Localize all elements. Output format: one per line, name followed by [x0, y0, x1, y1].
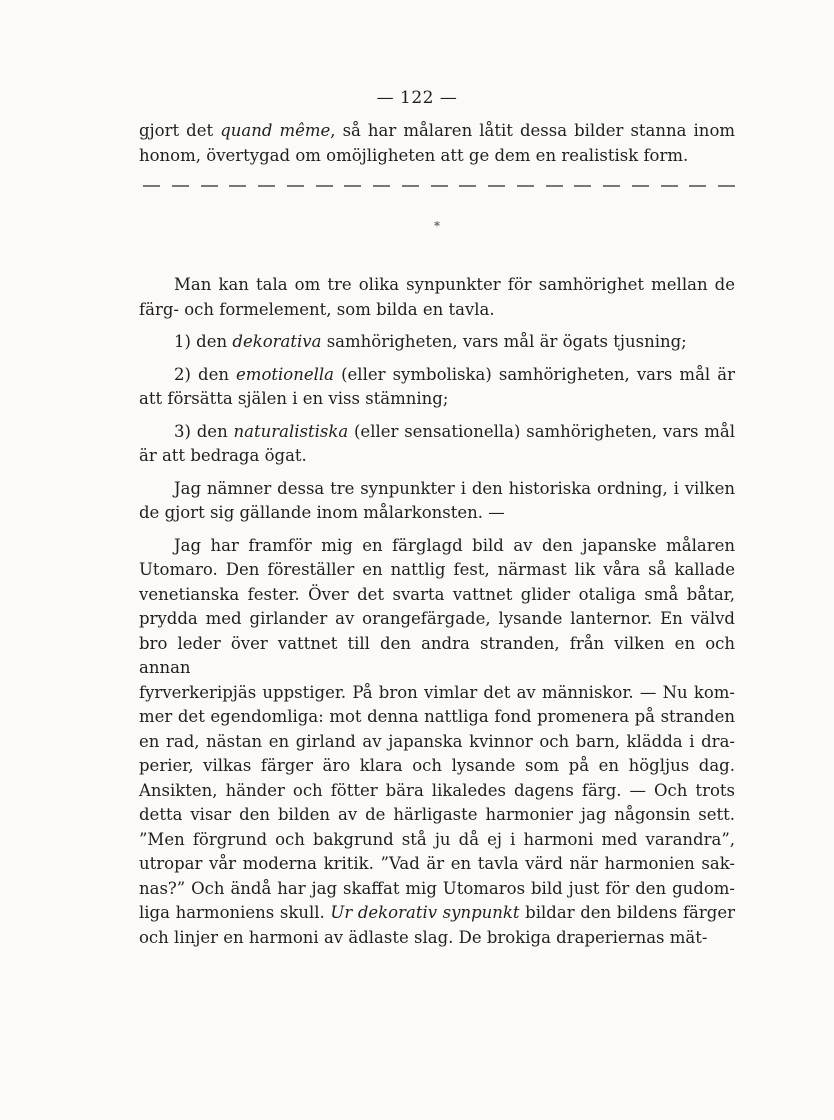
- paragraph: [139, 420, 735, 469]
- text-run: färg- och formelement, som bilda en tavla.: [139, 299, 495, 319]
- dash-mark: [229, 185, 246, 186]
- text-line: [139, 681, 735, 706]
- text-run: är att bedraga ögat.: [139, 446, 307, 465]
- dash-mark: [373, 185, 390, 186]
- text-run: Utomaro. Den föreställer en nattlig fest, närmast lik våra så kallade: [139, 560, 735, 579]
- text-line: [139, 877, 735, 902]
- intro-line-1: [139, 119, 735, 144]
- text-line: [139, 754, 735, 779]
- text-run: de gjort sig gällande inom målarkonsten. —: [139, 503, 505, 522]
- text-run: prydda med girlander av orangefärgade, lysande lanternor. En välvd: [139, 609, 735, 628]
- text-run: 3) den: [174, 421, 234, 441]
- text-run: venetianska fester. Över det svarta vattnet glider otaliga små båtar,: [139, 584, 735, 604]
- text-run: , så har målaren låtit dessa bilder stanna inom: [330, 121, 736, 140]
- dash-mark: [603, 185, 620, 186]
- dashed-separator: [143, 182, 735, 190]
- dash-mark: [632, 185, 649, 186]
- text-line: [139, 828, 735, 853]
- intro-text: [139, 119, 735, 168]
- text-line: [139, 852, 735, 877]
- text-line: [139, 273, 735, 298]
- dash-mark: [143, 185, 160, 186]
- dash-mark: [517, 185, 534, 186]
- text-line: [139, 803, 735, 828]
- dash-mark: [258, 185, 275, 186]
- text-run: Jag har framför mig en färglagd bild av den japanske målaren: [174, 535, 735, 555]
- asterisk-separator: *: [434, 219, 440, 233]
- text-line: [139, 420, 735, 445]
- text-line: [139, 632, 735, 681]
- text-line: [139, 501, 735, 526]
- dash-mark: [201, 185, 218, 186]
- text-run: utropar vår moderna kritik. ”Vad är en tavla värd när harmonien sak-: [139, 854, 735, 873]
- paragraph: [139, 273, 735, 322]
- text-run: bildar den bildens färger: [519, 903, 735, 922]
- dash-mark: [316, 185, 333, 186]
- dash-mark: [546, 185, 563, 186]
- text-run: en rad, nästan en girland av japanska kvinnor och barn, klädda i dra-: [139, 731, 735, 751]
- text-line: [139, 298, 735, 323]
- text-run: detta visar den bilden av de härligaste harmonier jag någonsin sett.: [139, 805, 735, 824]
- text-run: perier, vilkas färger äro klara och lysande som på en högljus dag.: [139, 756, 735, 775]
- dash-mark: [689, 185, 706, 186]
- text-run: att försätta själen i en viss stämning;: [139, 389, 449, 408]
- italic-text: Ur dekorativ synpunkt: [330, 903, 520, 922]
- text-run: mer det egendomliga: mot denna nattliga fond promenera på stranden: [139, 707, 735, 726]
- italic-text: quand même: [220, 121, 331, 140]
- italic-text: emotionella: [236, 364, 335, 384]
- text-line: [139, 330, 735, 355]
- text-run: (eller symboliska) samhörigheten, vars mål är: [334, 364, 735, 384]
- dash-mark: [287, 185, 304, 186]
- text-line: [139, 477, 735, 502]
- italic-text: dekorativa: [232, 332, 322, 351]
- dash-mark: [718, 185, 735, 186]
- text-run: gjort det: [139, 121, 221, 140]
- text-run: 1) den: [174, 332, 233, 351]
- page-number: — 122 —: [376, 88, 458, 108]
- text-line: [139, 363, 735, 388]
- dash-mark: [402, 185, 419, 186]
- text-line: [139, 444, 735, 469]
- text-line: [139, 558, 735, 583]
- text-run: nas?” Och ändå har jag skaffat mig Utomaros bild just för den gudom-: [139, 878, 735, 898]
- paragraph: [139, 534, 735, 951]
- text-line: [139, 534, 735, 559]
- dash-mark: [459, 185, 476, 186]
- text-line: [139, 901, 735, 926]
- text-run: ”Men förgrund och bakgrund stå ju då ej i harmoni med varandra”,: [139, 829, 735, 849]
- paragraph: [139, 363, 735, 412]
- main-text: [139, 273, 735, 950]
- text-line: [139, 705, 735, 730]
- paragraph: [139, 477, 735, 526]
- intro-line-2: honom, övertygad om omöjligheten att ge dem en realistisk form.: [139, 145, 689, 165]
- text-run: 2) den: [174, 364, 237, 384]
- dash-mark: [574, 185, 591, 186]
- dash-mark: [172, 185, 189, 186]
- text-line: [139, 387, 735, 412]
- text-line: [139, 607, 735, 632]
- text-run: Jag nämner dessa tre synpunkter i den historiska ordning, i vilken: [174, 478, 735, 498]
- text-run: Man kan tala om tre olika synpunkter för samhörighet mellan de: [174, 275, 735, 294]
- text-run: bro leder över vattnet till den andra stranden, från vilken en och annan: [139, 633, 735, 677]
- text-run: fyrverkeripjäs uppstiger. På bron vimlar det av människor. — Nu kom-: [139, 682, 735, 702]
- paragraph: [139, 330, 735, 355]
- text-run: Ansikten, händer och fötter bära likaledes dagens färg. — Och trots: [139, 780, 735, 800]
- text-line: [139, 730, 735, 755]
- italic-text: naturalistiska: [233, 421, 349, 441]
- dash-mark: [661, 185, 678, 186]
- dash-mark: [488, 185, 505, 186]
- dash-mark: [431, 185, 448, 186]
- text-run: och linjer en harmoni av ädlaste slag. De brokiga draperiernas mät-: [139, 927, 708, 947]
- text-line: [139, 779, 735, 804]
- text-run: samhörigheten, vars mål är ögats tjusning;: [321, 332, 687, 351]
- dash-mark: [344, 185, 361, 186]
- text-line: [139, 583, 735, 608]
- text-run: liga harmoniens skull.: [139, 903, 331, 922]
- text-run: (eller sensationella) samhörigheten, vars mål: [348, 421, 735, 441]
- text-line: [139, 926, 735, 951]
